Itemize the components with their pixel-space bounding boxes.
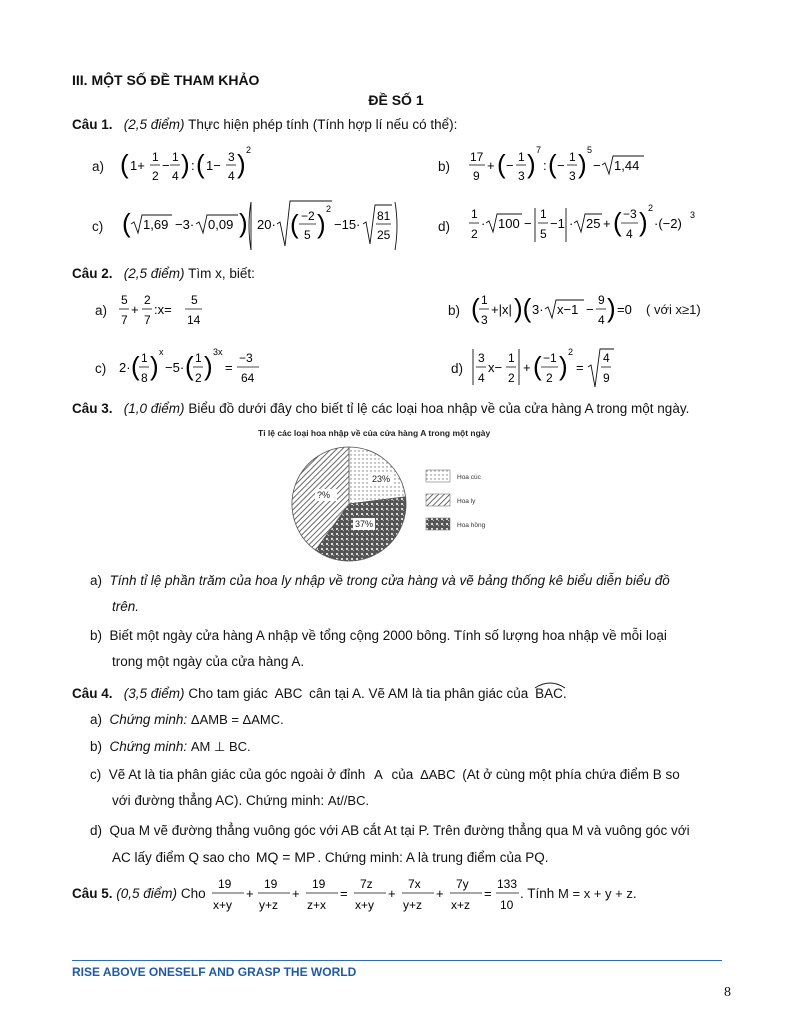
svg-text:·: ·: [481, 216, 486, 231]
question-2-header: [72, 266, 255, 281]
question-label: Câu 3.: [72, 401, 113, 416]
svg-text:(: (: [471, 293, 480, 323]
math-expression-5: [210, 870, 526, 918]
svg-text:4: 4: [603, 351, 610, 365]
svg-text:5: 5: [121, 293, 128, 307]
condition-note: ( với x≥1): [646, 302, 701, 317]
svg-text:(: (: [548, 149, 557, 179]
item-text: Qua M vẽ đường thẳng vuông góc với AB cắt At tại P. Trên đường thẳng qua M và vuông góc với: [109, 823, 690, 838]
svg-text:+: +: [487, 158, 495, 173]
question-text: Biểu đồ dưới đây cho biết tỉ lệ các loại hoa nhập về của cửa hàng A trong một ngày.: [188, 401, 690, 416]
math-expression-2b: [470, 286, 650, 336]
svg-text:9: 9: [598, 293, 605, 307]
svg-text:8: 8: [141, 371, 148, 385]
svg-text:x+y: x+y: [213, 898, 233, 912]
svg-text:3: 3: [481, 313, 488, 327]
item-text: của: [391, 767, 414, 782]
question-4-item-b: [90, 734, 251, 760]
legend-swatch: [426, 494, 450, 506]
svg-text:=: =: [225, 360, 233, 375]
svg-text:7: 7: [121, 313, 128, 327]
legend-label: Hoa cúc: [457, 474, 481, 481]
svg-text:−2: −2: [301, 209, 315, 223]
svg-text:100: 100: [498, 216, 520, 231]
svg-text:): ): [639, 207, 648, 237]
svg-text:x: x: [159, 347, 164, 357]
item-label: c): [95, 361, 107, 376]
svg-text:19: 19: [312, 877, 326, 891]
item-label: b): [90, 739, 103, 754]
svg-text:2: 2: [326, 204, 332, 214]
svg-text:): ): [237, 149, 246, 179]
svg-text:): ): [578, 149, 587, 179]
svg-text:): ): [181, 149, 190, 179]
item-math: M = x + y + z: [558, 886, 633, 901]
svg-text:10: 10: [500, 898, 514, 912]
svg-text:7z: 7z: [360, 877, 373, 891]
svg-text:·(−2): ·(−2): [654, 216, 682, 231]
item-math: ΔABC: [420, 767, 456, 782]
svg-text:1−: 1−: [206, 158, 221, 173]
item-math: A: [374, 767, 383, 782]
svg-text:3: 3: [518, 169, 525, 183]
item-math: AM ⊥ BC.: [190, 739, 251, 754]
item-label: d): [451, 361, 464, 376]
item-label: a): [90, 712, 103, 727]
svg-text:17: 17: [470, 150, 484, 164]
exam-title: ĐỀ SỐ 1: [368, 92, 424, 108]
svg-text:133: 133: [497, 877, 518, 891]
svg-text:7y: 7y: [456, 877, 469, 891]
svg-text:+: +: [436, 886, 444, 901]
svg-text:x−: x−: [488, 360, 503, 375]
svg-text:(: (: [613, 207, 622, 237]
svg-text:64: 64: [241, 371, 255, 385]
item-text: Chứng minh:: [109, 739, 188, 754]
footer-slogan: RISE ABOVE ONESELF AND GRASP THE WORLD: [72, 965, 357, 979]
svg-text:+: +: [292, 886, 300, 901]
item-math: ΔAMB = ΔAMC.: [190, 712, 284, 727]
svg-text:y+z: y+z: [403, 898, 423, 912]
svg-text:): ): [150, 351, 159, 381]
item-label: c): [92, 219, 104, 234]
item-text: với đường thẳng AC). Chứng minh:: [112, 793, 325, 808]
svg-text:(: (: [120, 149, 129, 179]
item-label: c): [90, 767, 102, 782]
question-text: Thực hiện phép tính (Tính hợp lí nếu có thể):: [188, 117, 458, 132]
svg-text:·: ·: [569, 216, 574, 231]
svg-text:81: 81: [377, 209, 391, 223]
svg-text:)(: )(: [514, 293, 532, 323]
item-text: Chứng minh:: [109, 712, 188, 727]
svg-text:−15·: −15·: [334, 217, 361, 232]
question-5-tail: [520, 886, 637, 901]
question-text: cân tại A. Vẽ AM là tia phân giác của: [309, 686, 529, 701]
svg-text:+: +: [523, 360, 531, 375]
question-3-item-b: [90, 623, 730, 675]
svg-text:3x: 3x: [213, 347, 223, 357]
question-text: Cho: [180, 886, 206, 901]
data-label: 23%: [372, 474, 391, 484]
question-points: (1,0 điểm): [123, 401, 185, 416]
svg-text:−: −: [593, 158, 601, 173]
math-expression-1c: [120, 196, 400, 256]
svg-text:20·: 20·: [257, 217, 276, 232]
svg-text:2: 2: [568, 347, 574, 357]
svg-text:x+z: x+z: [451, 898, 471, 912]
pie-chart: [250, 422, 550, 567]
item-label: d): [90, 823, 103, 838]
legend-label: Hoa hồng: [457, 522, 486, 529]
question-text: Tìm x, biết:: [188, 266, 255, 281]
svg-text:7: 7: [144, 313, 151, 327]
item-math: At//BC.: [327, 793, 370, 808]
svg-text:25: 25: [377, 228, 391, 242]
question-label: Câu 1.: [72, 117, 113, 132]
svg-text:(: (: [497, 149, 506, 179]
svg-text:1+: 1+: [130, 158, 145, 173]
svg-text:−: −: [506, 158, 514, 173]
question-4-item-d: [90, 818, 740, 871]
svg-text:−3·: −3·: [175, 217, 195, 232]
svg-text:−1: −1: [550, 216, 565, 231]
svg-text:−: −: [524, 216, 532, 231]
svg-text:1: 1: [508, 351, 515, 365]
svg-text:5: 5: [191, 293, 198, 307]
math-expression-2d: [470, 342, 630, 392]
item-label: b): [90, 628, 103, 643]
svg-text:): ): [317, 209, 326, 239]
svg-text:4: 4: [626, 227, 633, 241]
svg-text:1: 1: [518, 150, 525, 164]
math-expression-1a: [118, 143, 258, 193]
question-1-header: [72, 117, 457, 132]
svg-text:−5·: −5·: [165, 360, 185, 375]
svg-text:=0: =0: [617, 302, 632, 317]
svg-text:9: 9: [603, 371, 610, 385]
svg-text:2: 2: [195, 371, 202, 385]
question-points: (3,5 điểm): [123, 686, 185, 701]
question-4-item-c: [90, 762, 740, 814]
svg-text:1: 1: [172, 150, 179, 164]
svg-text:−3: −3: [623, 207, 637, 221]
item-text-line2: trong một ngày của cửa hàng A.: [112, 654, 305, 669]
item-text: Vẽ At là tia phân giác của góc ngoài ở đỉnh: [108, 767, 366, 782]
footer-divider: [72, 960, 722, 961]
item-text: AC lấy điểm Q sao cho: [112, 850, 251, 865]
svg-text:+|x|: +|x|: [491, 302, 512, 317]
svg-text:+: +: [246, 886, 254, 901]
svg-text:=: =: [484, 886, 492, 901]
math-expression-1b: [468, 143, 648, 193]
page-number: 8: [724, 985, 731, 1000]
question-label: Câu 4.: [72, 686, 113, 701]
item-text: . Chứng minh: A là trung điểm của PQ.: [317, 850, 549, 865]
svg-text:0,09: 0,09: [208, 217, 234, 232]
angle-text: BAC: [535, 686, 563, 701]
legend-swatch: [426, 470, 450, 482]
svg-text:=: =: [340, 886, 348, 901]
item-label: b): [448, 303, 461, 318]
svg-text:2: 2: [546, 371, 553, 385]
svg-text:2·: 2·: [119, 360, 131, 375]
svg-text:2: 2: [246, 145, 252, 155]
svg-text:1: 1: [540, 207, 547, 221]
svg-text:1,44: 1,44: [614, 158, 640, 173]
math-expression-2c: [118, 342, 278, 392]
svg-text::: :: [191, 158, 195, 173]
svg-text:2: 2: [152, 169, 159, 183]
svg-text:=: =: [576, 360, 584, 375]
svg-text:(: (: [122, 208, 131, 238]
math-angle-bac: [535, 686, 563, 701]
svg-text:4: 4: [172, 169, 179, 183]
svg-text:3·: 3·: [532, 302, 544, 317]
item-label: a): [95, 303, 108, 318]
svg-text:25: 25: [586, 216, 601, 231]
item-text: (At ở cùng một phía chứa điểm B so: [462, 767, 680, 782]
svg-text:1: 1: [141, 351, 148, 365]
svg-text::x=: :x=: [154, 302, 172, 317]
legend-label: Hoa ly: [457, 498, 476, 505]
question-text: Cho tam giác: [188, 686, 268, 701]
item-text-line2: trên.: [112, 599, 140, 614]
question-4-item-a: [90, 707, 284, 733]
question-text: .: [632, 886, 637, 901]
svg-text:+: +: [603, 216, 611, 231]
svg-text:y+z: y+z: [259, 898, 279, 912]
svg-text:+: +: [388, 886, 396, 901]
svg-text:3: 3: [478, 351, 485, 365]
svg-text:−: −: [557, 158, 565, 173]
item-math: MQ = MP: [255, 849, 316, 865]
svg-text:2: 2: [144, 293, 151, 307]
svg-text:): ): [239, 208, 248, 238]
svg-text:): ): [527, 149, 536, 179]
svg-text:7x: 7x: [408, 877, 421, 891]
svg-text:(: (: [131, 351, 140, 381]
question-points: (2,5 điểm): [123, 117, 185, 132]
svg-text:2: 2: [648, 203, 654, 213]
svg-text:(: (: [196, 149, 205, 179]
svg-text:2: 2: [508, 371, 515, 385]
svg-text:x+y: x+y: [355, 898, 375, 912]
question-text: . Tính: [520, 886, 555, 901]
question-points: (2,5 điểm): [123, 266, 185, 281]
svg-text:5: 5: [540, 227, 547, 241]
svg-text::: :: [543, 158, 547, 173]
svg-text:7: 7: [536, 145, 542, 155]
question-points: (0,5 điểm): [116, 886, 178, 901]
math-expression-2a: [118, 288, 228, 334]
question-label: Câu 2.: [72, 266, 113, 281]
item-text-line1: Tính tỉ lệ phần trăm của hoa ly nhập về trong cửa hàng và vẽ bảng thống kê biểu diễn biểu đồ: [109, 573, 670, 588]
svg-text:−: −: [586, 302, 594, 317]
svg-text:3: 3: [569, 169, 576, 183]
svg-text:−: −: [162, 158, 170, 173]
svg-text:3: 3: [690, 210, 696, 220]
legend-swatch: [426, 518, 450, 530]
svg-text:19: 19: [264, 877, 278, 891]
svg-text:(: (: [185, 351, 194, 381]
svg-text:14: 14: [187, 313, 201, 327]
question-5-header: [72, 886, 206, 901]
section-title: III. MỘT SỐ ĐỀ THAM KHẢO: [72, 72, 260, 88]
question-4-header: [72, 686, 567, 701]
svg-text:5: 5: [587, 145, 593, 155]
svg-text:4: 4: [228, 169, 235, 183]
item-text-line1: Biết một ngày cửa hàng A nhập về tổng cộng 2000 bông. Tính số lượng hoa nhập về mỗi loại: [109, 628, 667, 643]
question-3-header: [72, 401, 689, 416]
svg-text:−3: −3: [239, 351, 253, 365]
item-label: d): [438, 219, 451, 234]
math-expression-1d: [468, 198, 708, 254]
data-label: 37%: [355, 519, 374, 529]
svg-text:1: 1: [195, 351, 202, 365]
svg-text:1: 1: [471, 207, 478, 221]
question-3-item-a: [90, 568, 730, 620]
svg-text:2: 2: [471, 227, 478, 241]
question-label: Câu 5.: [72, 886, 113, 901]
svg-text:): ): [559, 351, 568, 381]
svg-text:1,69: 1,69: [143, 217, 169, 232]
item-label: a): [92, 159, 105, 174]
svg-text:1: 1: [152, 150, 159, 164]
svg-text:1: 1: [481, 293, 488, 307]
svg-text:): ): [204, 351, 213, 381]
svg-text:3: 3: [228, 150, 235, 164]
svg-text:19: 19: [218, 877, 232, 891]
data-label: ?%: [317, 490, 331, 500]
svg-text:(: (: [533, 351, 542, 381]
svg-text:x−1: x−1: [557, 302, 579, 317]
question-text: .: [562, 686, 567, 701]
svg-text:9: 9: [473, 169, 480, 183]
svg-text:(: (: [290, 209, 299, 239]
item-label: b): [438, 159, 451, 174]
math-abc: ABC: [274, 686, 303, 701]
svg-text:−1: −1: [543, 351, 557, 365]
chart-title: Tỉ lệ các loại hoa nhập về của cửa hàng A trong một ngày: [258, 428, 491, 438]
svg-text:5: 5: [304, 228, 311, 242]
svg-text:+: +: [131, 302, 139, 317]
svg-text:): ): [607, 293, 616, 323]
svg-text:z+x: z+x: [307, 898, 327, 912]
angle-hat-icon: [534, 679, 566, 689]
svg-text:4: 4: [598, 313, 605, 327]
item-label: a): [90, 573, 103, 588]
svg-text:4: 4: [478, 371, 485, 385]
svg-text:1: 1: [569, 150, 576, 164]
